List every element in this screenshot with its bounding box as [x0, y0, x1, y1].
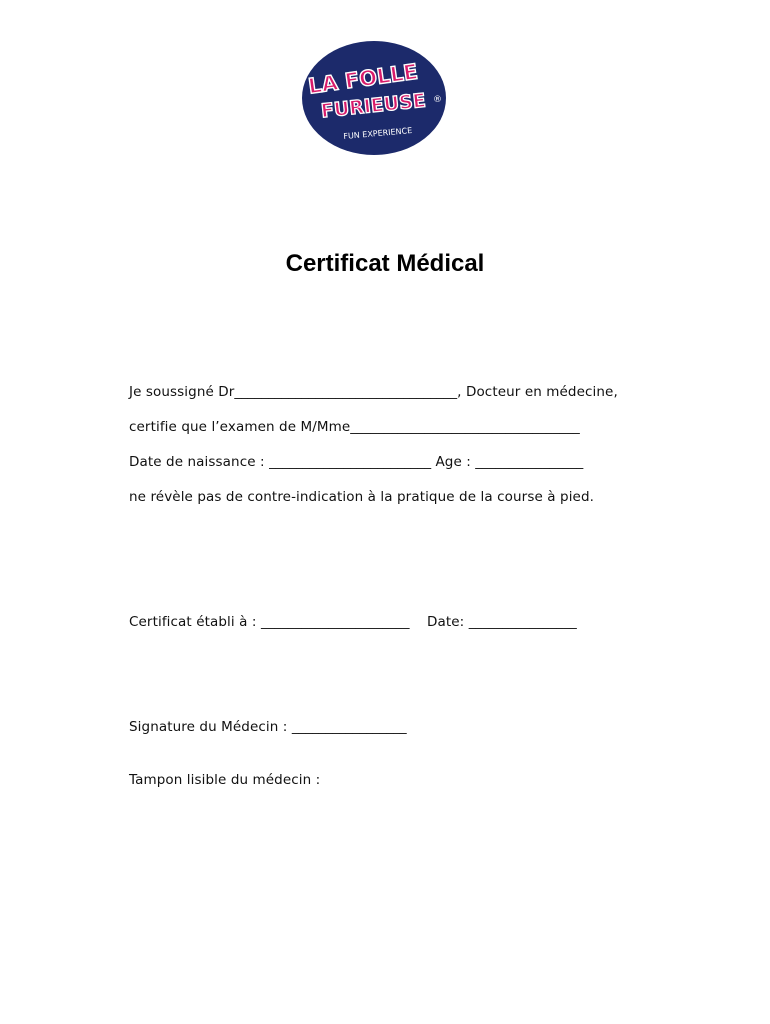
doctor-suffix: , Docteur en médecine,	[457, 384, 618, 400]
doctor-label: Je soussigné Dr	[129, 384, 235, 400]
doctor-name-blank[interactable]: _________________________________	[234, 384, 458, 400]
signature-line	[129, 719, 407, 735]
birthdate-age-line	[129, 454, 583, 470]
logo-line1: LA FOLLE	[306, 59, 420, 99]
la-folle-furieuse-logo	[302, 40, 450, 158]
registered-mark: ®	[433, 95, 442, 105]
birthdate-blank[interactable]: ________________________	[269, 454, 432, 470]
place-blank[interactable]: ______________________	[260, 614, 410, 630]
statement-line: ne révèle pas de contre-indication à la pratique de la course à pied.	[129, 489, 595, 505]
doctor-name-line	[129, 384, 618, 400]
signature-label: Signature du Médecin :	[129, 719, 292, 735]
logo-tagline: FUN EXPERIENCE	[343, 126, 413, 141]
age-blank[interactable]: ________________	[475, 454, 584, 470]
patient-name-line	[129, 419, 580, 435]
birthdate-label: Date de naissance :	[129, 454, 270, 470]
place-date-line	[129, 614, 577, 630]
age-label: Age :	[431, 454, 476, 470]
page-title: Certificat Médical	[285, 250, 485, 277]
patient-name-blank[interactable]: __________________________________	[350, 419, 580, 435]
date-blank[interactable]: ________________	[468, 614, 577, 630]
place-label: Certificat établi à :	[129, 614, 261, 630]
stamp-label: Tampon lisible du médecin :	[129, 772, 321, 788]
signature-blank[interactable]: _________________	[291, 719, 407, 735]
patient-label: certifie que l’examen de M/Mme	[129, 419, 351, 435]
date-label: Date:	[409, 614, 469, 630]
logo-line2: FURIEUSE	[319, 89, 427, 123]
